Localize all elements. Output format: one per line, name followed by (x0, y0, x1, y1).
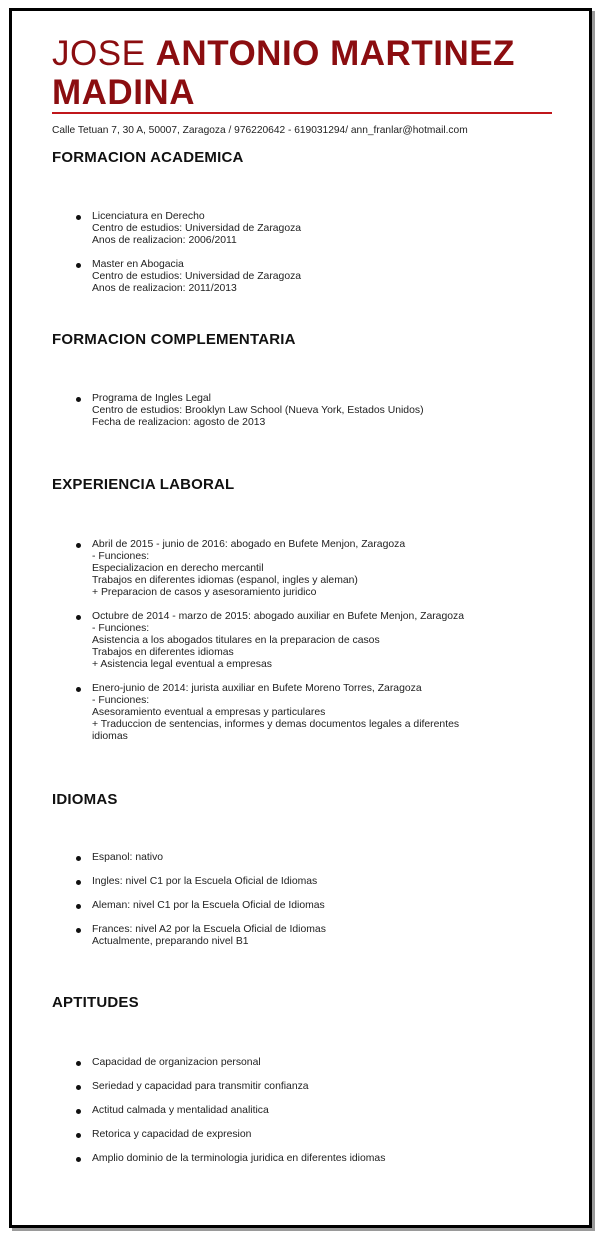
list-item: Aleman: nivel C1 por la Escuela Oficial de Idiomas (76, 900, 326, 912)
list-item: Ingles: nivel C1 por la Escuela Oficial de Idiomas (76, 876, 326, 888)
formacion-academica-list (76, 211, 301, 295)
list-item: Master en Abogacia Centro de estudios: Universidad de Zaragoza Anos de realizacion: 2011/2013 (76, 259, 301, 295)
header-divider (52, 112, 552, 114)
contact-info: Calle Tetuan 7, 30 A, 50007, Zaragoza / 976220642 - 619031294/ ann_franlar@hotmail.com (52, 125, 468, 136)
section-experiencia-laboral (52, 476, 572, 742)
aptitudes-list (76, 1057, 385, 1165)
idiomas-list (76, 852, 326, 948)
list-item: Frances: nivel A2 por la Escuela Oficial de Idiomas Actualmente, preparando nivel B1 (76, 924, 326, 948)
list-item: Espanol: nativo (76, 852, 326, 864)
list-item: Retorica y capacidad de expresion (76, 1129, 385, 1141)
list-item: Seriedad y capacidad para transmitir confianza (76, 1081, 385, 1093)
formacion-complementaria-list (76, 393, 424, 429)
list-item: Octubre de 2014 - marzo de 2015: abogado auxiliar en Bufete Menjon, Zaragoza - Funciones: Asistencia a los abogados titulares en la preparacion de casos Trabajos en diferentes idiomas + Asistencia legal eventual a empresas (76, 611, 464, 671)
section-title: FORMACION COMPLEMENTARIA (52, 331, 296, 348)
section-idiomas (52, 791, 572, 947)
experiencia-list (76, 539, 464, 743)
section-formacion-academica (52, 149, 572, 294)
list-item: Enero-junio de 2014: jurista auxiliar en Bufete Moreno Torres, Zaragoza - Funciones: Asesoramiento eventual a empresas y particulares + Traduccion de sentencias, informes y demas documentos legales a diferentes idiomas (76, 683, 464, 743)
list-item: Abril de 2015 - junio de 2016: abogado en Bufete Menjon, Zaragoza - Funciones: Especializacion en derecho mercantil Trabajos en diferentes idiomas (espanol, ingles y aleman) + Preparacion de casos y asesoramiento juridico (76, 539, 464, 599)
section-title: IDIOMAS (52, 791, 118, 808)
list-item: Licenciatura en Derecho Centro de estudios: Universidad de Zaragoza Anos de realizacion: 2006/2011 (76, 211, 301, 247)
section-title: EXPERIENCIA LABORAL (52, 476, 235, 493)
first-name: JOSE (52, 34, 146, 73)
list-item: Amplio dominio de la terminologia juridica en diferentes idiomas (76, 1153, 385, 1165)
section-formacion-complementaria (52, 331, 572, 428)
list-item: Programa de Ingles Legal Centro de estudios: Brooklyn Law School (Nueva York, Estados Unidos) Fecha de realizacion: agosto de 2013 (76, 393, 424, 429)
candidate-name (52, 34, 552, 112)
section-title: APTITUDES (52, 994, 139, 1011)
list-item: Capacidad de organizacion personal (76, 1057, 385, 1069)
list-item: Actitud calmada y mentalidad analitica (76, 1105, 385, 1117)
last-name-line1: ANTONIO MARTINEZ (155, 34, 515, 73)
section-aptitudes (52, 994, 572, 1164)
resume-header (52, 34, 552, 112)
section-title: FORMACION ACADEMICA (52, 149, 244, 166)
last-name-line2: MADINA (52, 73, 195, 112)
